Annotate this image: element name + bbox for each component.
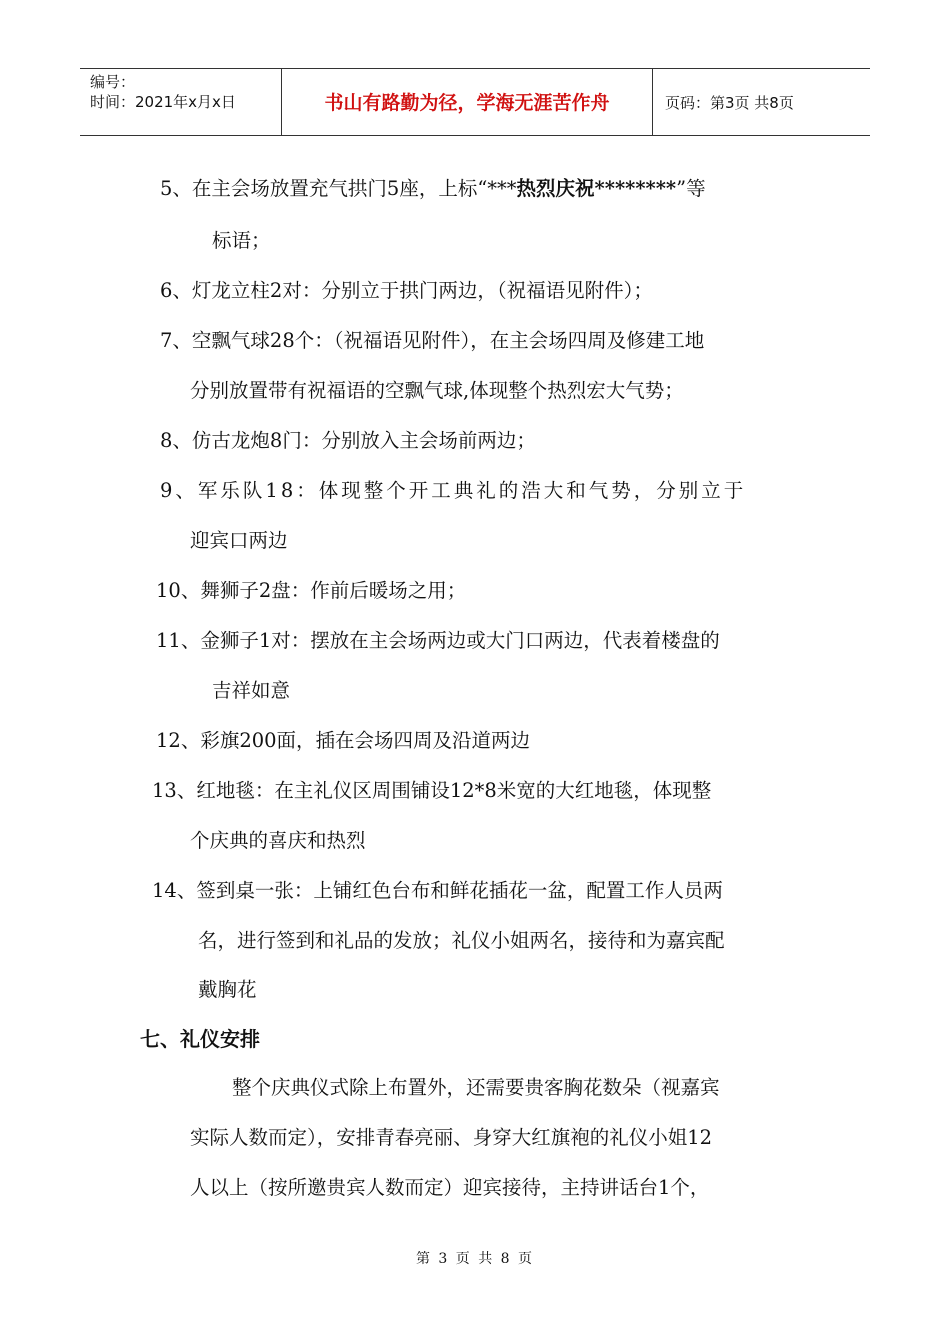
section-paragraph-line-2: 实际人数而定），安排青春亮丽、身穿大红旗袍的礼仪小姐12 (190, 1126, 713, 1149)
page-footer: 第 3 页 共 8 页 (415, 1251, 535, 1267)
item-9-line-1: 9、军乐队18：体现整个开工典礼的浩大和气势，分别立于 (160, 479, 747, 502)
serial-label: 编号： (90, 73, 136, 91)
section-paragraph-line-3: 人以上（按所邀贵宾人数而定）迎宾接待，主持讲话台1个， (190, 1176, 710, 1199)
item-11-line-1: 11、金狮子1对：摆放在主会场两边或大门口两边，代表着楼盘的 (156, 629, 720, 652)
item-10-line-1: 10、舞狮子2盘：作前后暖场之用； (156, 579, 467, 602)
header-motto: 书山有路勤为径，学海无涯苦作舟 (282, 69, 653, 135)
item-9-line-2: 迎宾口两边 (190, 529, 288, 552)
item-14-line-3: 戴胸花 (198, 978, 257, 1001)
item-7-line-1: 7、空飘气球28个：（祝福语见附件），在主会场四周及修建工地 (160, 329, 705, 352)
item-14-line-2: 名，进行签到和礼品的发放；礼仪小姐两名，接待和为嘉宾配 (198, 929, 725, 952)
item-13-line-1: 13、红地毯：在主礼仪区周围铺设12*8米宽的大红地毯，体现整 (152, 779, 712, 802)
item-12-line-1: 12、彩旗200面，插在会场四周及沿道两边 (156, 729, 531, 752)
item-8-line-1: 8、仿古龙炮8门：分别放入主会场前两边； (160, 429, 536, 452)
item-5-line-2: 标语； (212, 229, 271, 252)
item-14-line-1: 14、签到桌一张：上铺红色台布和鲜花插花一盆，配置工作人员两 (152, 879, 723, 902)
item-7-line-2: 分别放置带有祝福语的空飘气球,体现整个热烈宏大气势； (190, 379, 684, 402)
item-5-line-1: 5、在主会场放置充气拱门5座，上标“***热烈庆祝********”等 (160, 177, 706, 200)
section-title: 七、礼仪安排 (140, 1027, 260, 1051)
time-label: 时间：2021年x月x日 (90, 93, 236, 111)
page-header (80, 68, 870, 136)
header-meta (80, 69, 282, 135)
item-6-line-1: 6、灯龙立柱2对：分别立于拱门两边，（祝福语见附件）； (160, 279, 653, 302)
header-page-info: 页码：第3页 共8页 (665, 94, 794, 112)
item-13-line-2: 个庆典的喜庆和热烈 (190, 829, 366, 852)
section-paragraph-line-1: 整个庆典仪式除上布置外，还需要贵客胸花数朵（视嘉宾 (232, 1076, 720, 1099)
item-11-line-2: 吉祥如意 (212, 679, 291, 702)
